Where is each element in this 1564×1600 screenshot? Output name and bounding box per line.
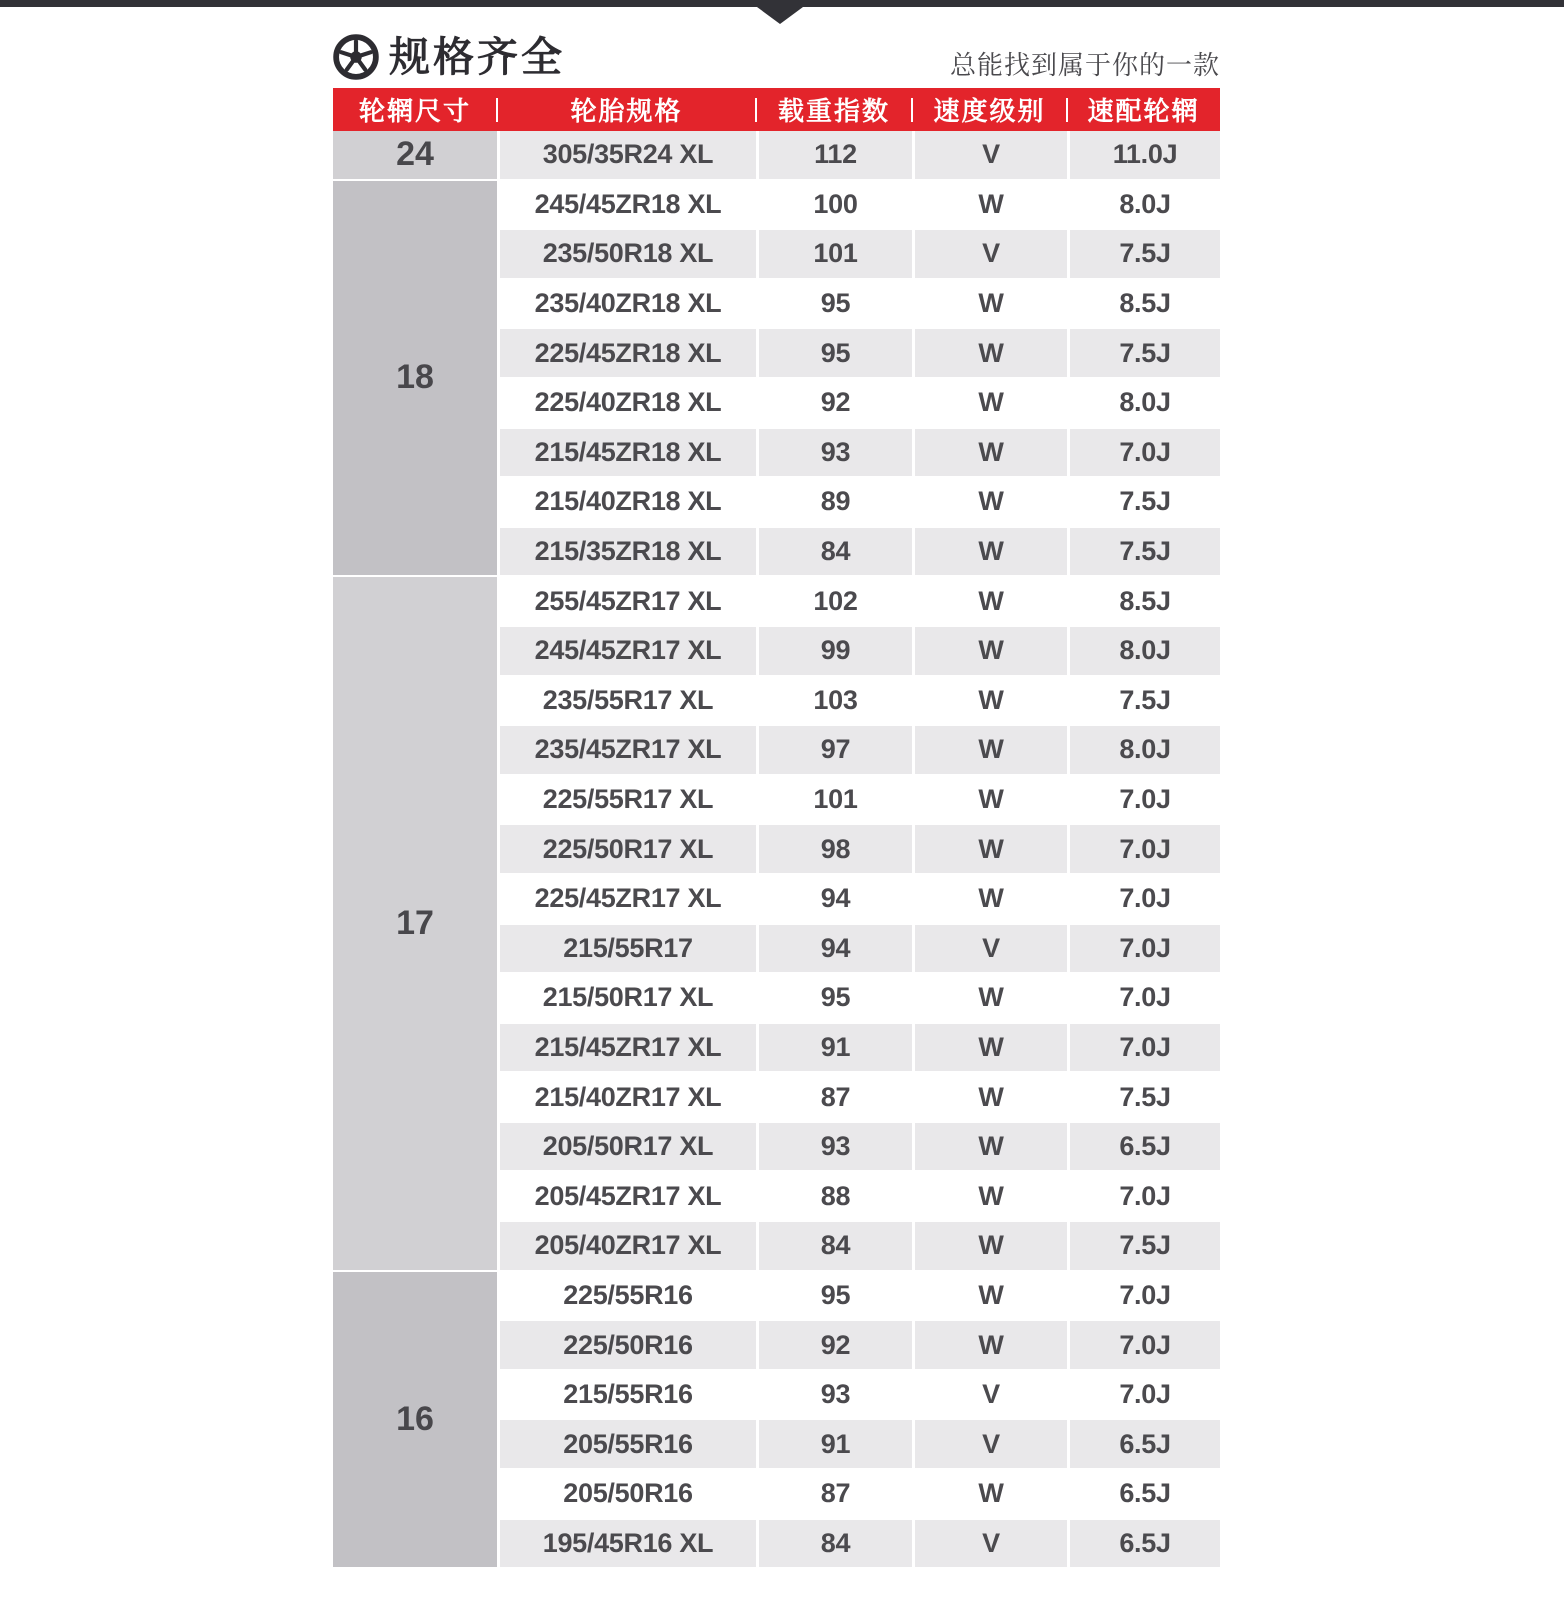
speed-rating-cell: V	[912, 230, 1067, 280]
speed-rating-cell: W	[912, 1172, 1067, 1222]
tire-spec-cell: 215/55R17	[497, 925, 756, 975]
load-index-cell: 84	[756, 528, 912, 578]
speed-rating-cell: W	[912, 528, 1067, 578]
matching-rim-cell: 7.0J	[1067, 776, 1220, 826]
tire-spec-cell: 225/50R16	[497, 1321, 756, 1371]
speed-rating-cell: W	[912, 776, 1067, 826]
load-index-cell: 87	[756, 1470, 912, 1520]
tire-spec-cell: 255/45ZR17 XL	[497, 577, 756, 627]
speed-rating-cell: W	[912, 1321, 1067, 1371]
speed-rating-cell: W	[912, 478, 1067, 528]
load-index-cell: 103	[756, 677, 912, 727]
matching-rim-cell: 6.5J	[1067, 1520, 1220, 1570]
matching-rim-cell: 7.5J	[1067, 528, 1220, 578]
tire-spec-cell: 215/55R16	[497, 1371, 756, 1421]
speed-rating-cell: W	[912, 1024, 1067, 1074]
tire-spec-cell: 225/55R16	[497, 1272, 756, 1322]
speed-rating-cell: W	[912, 726, 1067, 776]
speed-rating-cell: W	[912, 677, 1067, 727]
load-index-cell: 94	[756, 875, 912, 925]
top-bar	[0, 0, 1564, 7]
load-index-cell: 88	[756, 1172, 912, 1222]
load-index-cell: 95	[756, 1272, 912, 1322]
load-index-cell: 101	[756, 776, 912, 826]
matching-rim-cell: 8.0J	[1067, 726, 1220, 776]
tire-spec-cell: 205/40ZR17 XL	[497, 1222, 756, 1272]
speed-rating-cell: W	[912, 1222, 1067, 1272]
page-title: 规格齐全	[389, 33, 565, 80]
tire-spec-cell: 205/55R16	[497, 1420, 756, 1470]
load-index-cell: 92	[756, 1321, 912, 1371]
matching-rim-cell: 7.0J	[1067, 925, 1220, 975]
matching-rim-cell: 7.0J	[1067, 875, 1220, 925]
speed-rating-cell: W	[912, 825, 1067, 875]
matching-rim-cell: 7.5J	[1067, 1073, 1220, 1123]
speed-rating-cell: V	[912, 925, 1067, 975]
matching-rim-cell: 7.0J	[1067, 825, 1220, 875]
tire-spec-cell: 205/50R16	[497, 1470, 756, 1520]
speed-rating-cell: V	[912, 1520, 1067, 1570]
tire-spec-cell: 245/45ZR17 XL	[497, 627, 756, 677]
tire-spec-cell: 215/45ZR18 XL	[497, 429, 756, 479]
tire-spec-cell: 225/45ZR18 XL	[497, 329, 756, 379]
matching-rim-cell: 8.0J	[1067, 181, 1220, 231]
table-row	[333, 1272, 1220, 1322]
page-subtitle: 总能找到属于你的一款	[949, 50, 1220, 80]
rim-size-cell: 17	[333, 577, 497, 1271]
tire-spec-cell: 225/50R17 XL	[497, 825, 756, 875]
load-index-cell: 99	[756, 627, 912, 677]
matching-rim-cell: 7.0J	[1067, 1371, 1220, 1421]
matching-rim-cell: 7.5J	[1067, 478, 1220, 528]
load-index-cell: 102	[756, 577, 912, 627]
matching-rim-cell: 7.0J	[1067, 1024, 1220, 1074]
matching-rim-cell: 8.5J	[1067, 280, 1220, 330]
rim-size-cell: 18	[333, 181, 497, 578]
tire-spec-cell: 225/55R17 XL	[497, 776, 756, 826]
load-index-cell: 98	[756, 825, 912, 875]
speed-rating-cell: W	[912, 379, 1067, 429]
load-index-cell: 91	[756, 1024, 912, 1074]
tire-spec-cell: 245/45ZR18 XL	[497, 181, 756, 231]
top-bar-arrow-down-icon	[757, 7, 803, 24]
speed-rating-cell: W	[912, 181, 1067, 231]
matching-rim-cell: 6.5J	[1067, 1420, 1220, 1470]
speed-rating-cell: V	[912, 1371, 1067, 1421]
tire-spec-cell: 235/40ZR18 XL	[497, 280, 756, 330]
speed-rating-cell: W	[912, 1470, 1067, 1520]
load-index-cell: 95	[756, 329, 912, 379]
table-row	[333, 131, 1220, 181]
load-index-cell: 84	[756, 1520, 912, 1570]
load-index-cell: 87	[756, 1073, 912, 1123]
tire-spec-cell: 195/45R16 XL	[497, 1520, 756, 1570]
load-index-cell: 97	[756, 726, 912, 776]
speed-rating-cell: W	[912, 875, 1067, 925]
matching-rim-cell: 8.5J	[1067, 577, 1220, 627]
tire-spec-cell: 215/40ZR17 XL	[497, 1073, 756, 1123]
column-header-0: 轮辋尺寸	[333, 88, 497, 131]
speed-rating-cell: W	[912, 429, 1067, 479]
tire-spec-cell: 215/35ZR18 XL	[497, 528, 756, 578]
load-index-cell: 93	[756, 1123, 912, 1173]
speed-rating-cell: W	[912, 1123, 1067, 1173]
matching-rim-cell: 7.0J	[1067, 1172, 1220, 1222]
load-index-cell: 89	[756, 478, 912, 528]
load-index-cell: 91	[756, 1420, 912, 1470]
speed-rating-cell: W	[912, 1272, 1067, 1322]
tire-spec-cell: 225/45ZR17 XL	[497, 875, 756, 925]
tire-spec-cell: 215/50R17 XL	[497, 974, 756, 1024]
header-row	[333, 88, 1220, 131]
matching-rim-cell: 7.5J	[1067, 230, 1220, 280]
tire-spec-cell: 235/50R18 XL	[497, 230, 756, 280]
matching-rim-cell: 7.5J	[1067, 677, 1220, 727]
speed-rating-cell: V	[912, 1420, 1067, 1470]
speed-rating-cell: W	[912, 627, 1067, 677]
spec-table-body	[333, 131, 1220, 1569]
column-header-2: 载重指数	[756, 88, 912, 131]
section-header	[333, 32, 1220, 82]
speed-rating-cell: V	[912, 131, 1067, 181]
speed-rating-cell: W	[912, 577, 1067, 627]
matching-rim-cell: 6.5J	[1067, 1123, 1220, 1173]
load-index-cell: 112	[756, 131, 912, 181]
speed-rating-cell: W	[912, 1073, 1067, 1123]
tire-spec-cell: 305/35R24 XL	[497, 131, 756, 181]
tire-spec-cell: 205/45ZR17 XL	[497, 1172, 756, 1222]
speed-rating-cell: W	[912, 280, 1067, 330]
speed-rating-cell: W	[912, 974, 1067, 1024]
table-row	[333, 181, 1220, 231]
column-header-4: 速配轮辋	[1067, 88, 1220, 131]
matching-rim-cell: 7.0J	[1067, 1321, 1220, 1371]
tire-spec-cell: 205/50R17 XL	[497, 1123, 756, 1173]
tire-wheel-icon	[333, 34, 379, 80]
matching-rim-cell: 8.0J	[1067, 379, 1220, 429]
matching-rim-cell: 6.5J	[1067, 1470, 1220, 1520]
load-index-cell: 84	[756, 1222, 912, 1272]
column-header-1: 轮胎规格	[497, 88, 756, 131]
matching-rim-cell: 7.5J	[1067, 329, 1220, 379]
load-index-cell: 93	[756, 1371, 912, 1421]
load-index-cell: 100	[756, 181, 912, 231]
spec-table	[333, 88, 1220, 1569]
rim-size-cell: 24	[333, 131, 497, 181]
matching-rim-cell: 7.0J	[1067, 974, 1220, 1024]
tire-spec-cell: 235/45ZR17 XL	[497, 726, 756, 776]
matching-rim-cell: 7.0J	[1067, 1272, 1220, 1322]
tire-spec-cell: 225/40ZR18 XL	[497, 379, 756, 429]
matching-rim-cell: 7.0J	[1067, 429, 1220, 479]
load-index-cell: 95	[756, 280, 912, 330]
load-index-cell: 92	[756, 379, 912, 429]
column-header-3: 速度级别	[912, 88, 1067, 131]
spec-table-header	[333, 88, 1220, 131]
load-index-cell: 93	[756, 429, 912, 479]
tire-spec-cell: 235/55R17 XL	[497, 677, 756, 727]
matching-rim-cell: 11.0J	[1067, 131, 1220, 181]
rim-size-cell: 16	[333, 1272, 497, 1570]
matching-rim-cell: 8.0J	[1067, 627, 1220, 677]
tire-spec-cell: 215/40ZR18 XL	[497, 478, 756, 528]
load-index-cell: 94	[756, 925, 912, 975]
table-row	[333, 577, 1220, 627]
speed-rating-cell: W	[912, 329, 1067, 379]
load-index-cell: 95	[756, 974, 912, 1024]
tire-spec-cell: 215/45ZR17 XL	[497, 1024, 756, 1074]
matching-rim-cell: 7.5J	[1067, 1222, 1220, 1272]
load-index-cell: 101	[756, 230, 912, 280]
